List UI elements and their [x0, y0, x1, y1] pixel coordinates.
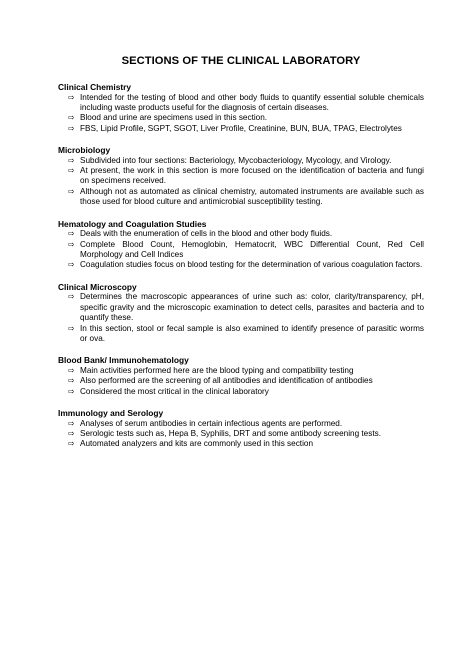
list-item [68, 419, 424, 429]
list-item-text: Intended for the testing of blood and other body fluids to quantify essential soluble chemicals including waste products useful for the diagnosis of certain diseases. [80, 92, 424, 112]
list-item [68, 156, 424, 166]
arrow-bullet-icon: ⇨ [68, 123, 75, 133]
section-heading: Blood Bank/ Immunohematology [58, 355, 189, 366]
list-item-text: Although not as automated as clinical chemistry, automated instruments are available such as those used for blood culture and antimicrobial susceptibility testing. [80, 186, 424, 207]
list-item [68, 229, 424, 239]
list-item-text: Blood and urine are specimens used in this section. [80, 113, 268, 123]
list-item [68, 113, 424, 123]
section [58, 355, 424, 397]
list-item [68, 260, 424, 270]
arrow-bullet-icon: ⇨ [68, 113, 75, 123]
section-heading: Clinical Chemistry [58, 82, 132, 92]
arrow-bullet-icon: ⇨ [68, 239, 75, 249]
section [58, 82, 424, 134]
section-item-list [58, 156, 424, 208]
list-item-text: Main activities performed here are the blood typing and compatibility testing [80, 365, 354, 375]
arrow-bullet-icon: ⇨ [68, 428, 75, 438]
section-heading: Clinical Microscopy [58, 281, 137, 292]
list-item [68, 429, 424, 439]
arrow-bullet-icon: ⇨ [68, 186, 75, 196]
list-item-text: Also performed are the screening of all antibodies and identification of antibodies [80, 376, 373, 386]
section-item-list [58, 292, 424, 344]
list-item [68, 387, 424, 397]
list-item-text: FBS, Lipid Profile, SGPT, SGOT, Liver Profile, Creatinine, BUN, BUA, TPAG, Electrolytes [80, 123, 402, 133]
sections-container [58, 82, 424, 450]
list-item-text: Determines the macroscopic appearances of urine such as: color, clarity/transparency, pH, specific gravity and the microscopic examination to detect cells, parasites and bacteria and to quantify these. [80, 292, 424, 323]
list-item [68, 366, 424, 376]
list-item [68, 324, 424, 345]
arrow-bullet-icon: ⇨ [68, 260, 75, 270]
list-item [68, 93, 424, 114]
section-item-list [58, 93, 424, 135]
arrow-bullet-icon: ⇨ [68, 292, 75, 302]
section-heading: Hematology and Coagulation Studies [58, 218, 207, 229]
arrow-bullet-icon: ⇨ [68, 418, 75, 428]
arrow-bullet-icon: ⇨ [68, 386, 75, 396]
list-item [68, 439, 424, 449]
section-heading: Immunology and Serology [58, 408, 164, 419]
document-page [58, 54, 424, 461]
list-item [68, 292, 424, 323]
document-title: SECTIONS OF THE CLINICAL LABORATORY [121, 55, 361, 67]
arrow-bullet-icon: ⇨ [68, 166, 75, 176]
list-item [68, 187, 424, 208]
list-item-text: Coagulation studies focus on blood testing for the determination of various coagulation factors. [80, 260, 423, 270]
list-item [68, 166, 424, 187]
section [58, 219, 424, 271]
section [58, 408, 424, 450]
section [58, 145, 424, 208]
list-item-text: At present, the work in this section is more focused on the identification of bacteria and fungi on specimens received. [80, 166, 424, 186]
list-item [68, 376, 424, 386]
section [58, 282, 424, 345]
list-item-text: Deals with the enumeration of cells in the blood and other body fluids. [80, 229, 333, 239]
list-item-text: Considered the most critical in the clinical laboratory [80, 386, 269, 396]
section-item-list [58, 366, 424, 397]
arrow-bullet-icon: ⇨ [68, 92, 75, 102]
list-item-text: Automated analyzers and kits are commonly used in this section [80, 439, 314, 449]
arrow-bullet-icon: ⇨ [68, 229, 75, 239]
list-item [68, 240, 424, 261]
section-heading: Microbiology [58, 145, 111, 156]
arrow-bullet-icon: ⇨ [68, 323, 75, 333]
list-item-text: Complete Blood Count, Hemoglobin, Hematocrit, WBC Differential Count, Red Cell Morphology and Cell Indices [80, 239, 424, 259]
list-item [68, 124, 424, 134]
list-item-text: Analyses of serum antibodies in certain infectious agents are performed. [80, 418, 343, 428]
list-item-text: Serologic tests such as, Hepa B, Syphilis, DRT and some antibody screening tests. [80, 428, 381, 438]
list-item-text: In this section, stool or fecal sample is also examined to identify presence of parasitic worms or ova. [80, 323, 424, 343]
arrow-bullet-icon: ⇨ [68, 376, 75, 386]
section-item-list [58, 419, 424, 450]
arrow-bullet-icon: ⇨ [68, 365, 75, 375]
section-item-list [58, 229, 424, 271]
arrow-bullet-icon: ⇨ [68, 155, 75, 165]
arrow-bullet-icon: ⇨ [68, 439, 75, 449]
list-item-text: Subdivided into four sections: Bacteriology, Mycobacteriology, Mycology, and Virology. [80, 155, 392, 165]
